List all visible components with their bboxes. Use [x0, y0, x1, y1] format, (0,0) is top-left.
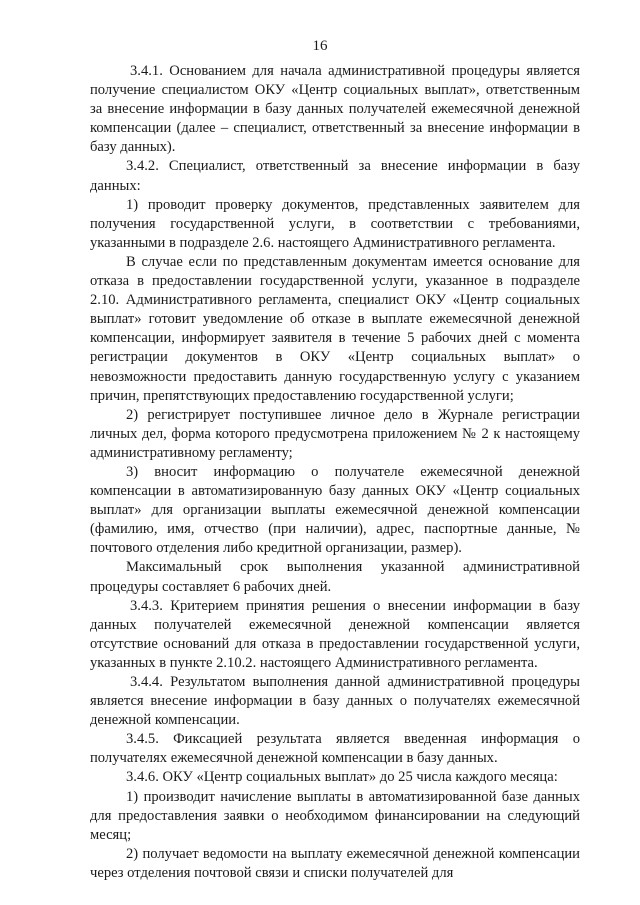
paragraph-item-1-check: 1) проводит проверку документов, представленных заявителем для получения государственной услуги, в соответствии с требованиями, указанными в подразделе 2.6. настоящего Административного регламента. [90, 196, 580, 251]
page-number: 16 [312, 38, 328, 54]
paragraph-3-4-1: 3.4.1. Основанием для начала административной процедуры является получение специалистом ОКУ «Центр социальных выплат», ответственным за внесение информации в базу данных получателей ежемесячной денежной компенсации (далее – специалист, ответственный за внесение информации в базу данных). [90, 63, 580, 156]
paragraph-3-4-5: 3.4.5. Фиксацией результата является введенная информация о получателях ежемесячной денежной компенсации в базу данных. [90, 731, 580, 767]
paragraph-6-item-2: 2) получает ведомости на выплату ежемесячной денежной компенсации через отделения почтовой связи и списки получателей для [90, 845, 580, 881]
paragraph-3-4-3: 3.4.3. Критерием принятия решения о внесении информации в базу данных получателей ежемесячной денежной компенсации является отсутствие оснований для отказа в предоставлении государственной услуги, указанных в пункте 2.10.2. настоящего Административного регламента. [90, 597, 580, 671]
paragraph-3-4-4: 3.4.4. Результатом выполнения данной административной процедуры является внесение информации в базу данных о получателях ежемесячной денежной компенсации. [90, 674, 580, 729]
paragraph-item-2-register: 2) регистрирует поступившее личное дело в Журнале регистрации личных дел, форма которого предусмотрена приложением № 2 к настоящему административному регламенту; [90, 406, 580, 461]
paragraph-6-item-1: 1) производит начисление выплаты в автоматизированной базе данных для предоставления заявки о необходимом финансировании на следующий месяц; [90, 788, 580, 843]
document-body [90, 62, 580, 883]
paragraph-3-4-2: 3.4.2. Специалист, ответственный за внесение информации в базу данных: [90, 158, 580, 194]
paragraph-3-4-6: 3.4.6. ОКУ «Центр социальных выплат» до 25 числа каждого месяца: [126, 769, 558, 786]
paragraph-max-term: Максимальный срок выполнения указанной административной процедуры составляет 6 рабочих дней. [90, 559, 580, 595]
paragraph-refusal-case: В случае если по представленным документам имеется основание для отказа в предоставлении государственной услуги, указанное в подразделе 2.10. Административного регламента, специалист ОКУ «Центр социальных выплат» готовит уведомление об отказе в выплате ежемесячной денежной компенсации, информирует заявителя в течение 5 рабочих дней с момента регистрации документов в ОКУ «Центр социальных выплат» о невозможности предоставить данную государственную услугу с указанием причин, препятствующих предоставлению государственной услуги; [90, 253, 580, 404]
paragraph-item-3-enter-info: 3) вносит информацию о получателе ежемесячной денежной компенсации в автоматизированную базу данных ОКУ «Центр социальных выплат» для организации выплаты ежемесячной денежной компенсации (фамилию, имя, отчество (при наличии), адрес, паспортные данные, № почтового отделения либо кредитной организации, размер). [90, 463, 580, 557]
